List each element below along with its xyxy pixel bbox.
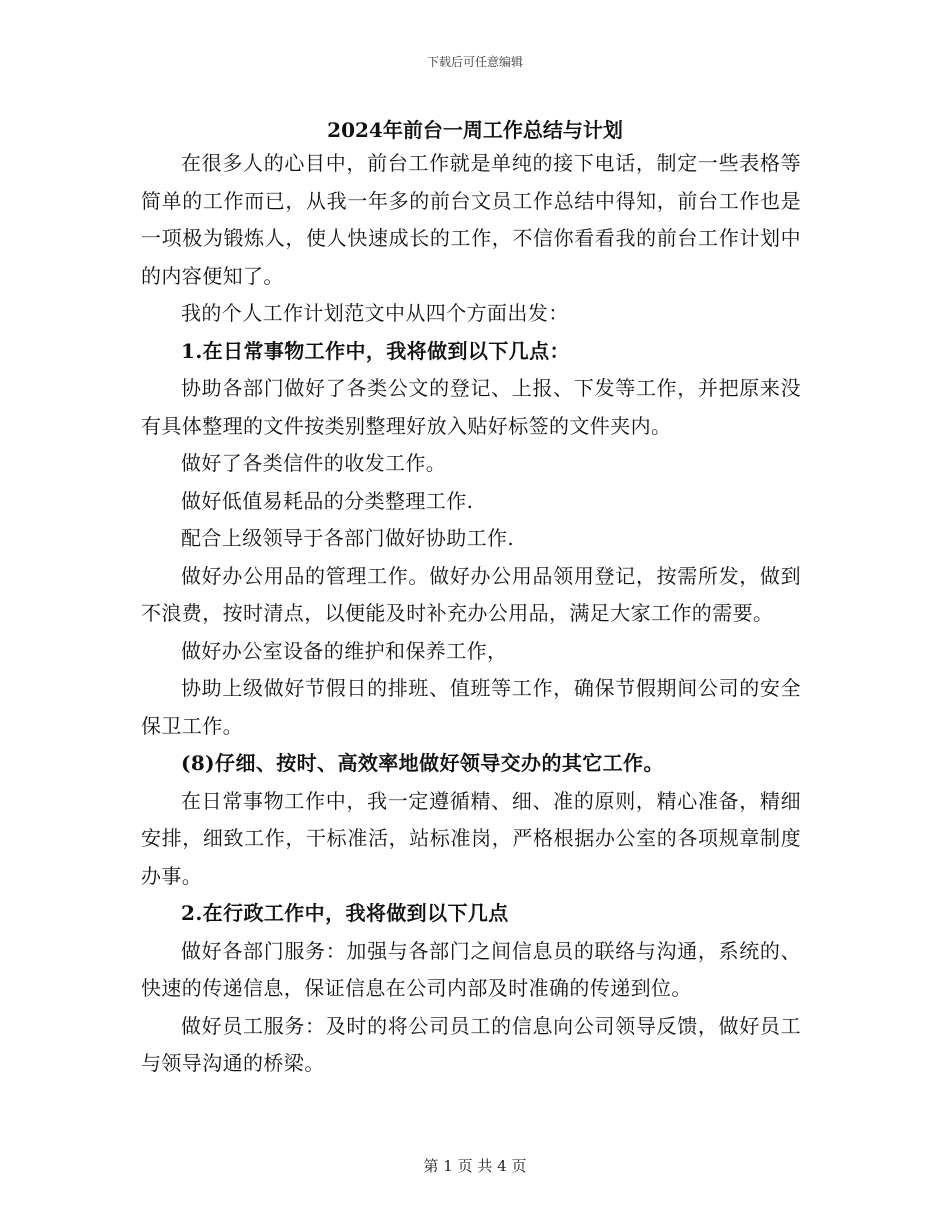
paragraph: 协助上级做好节假日的排班、值班等工作，确保节假期间公司的安全保卫工作。 — [141, 676, 801, 738]
section-heading-2: 2.在行政工作中，我将做到以下几点 — [181, 901, 509, 925]
document-title: 2024年前台一周工作总结与计划 — [327, 118, 623, 142]
paragraph: 在日常事物工作中，我一定遵循精、细、准的原则，精心准备，精细安排，细致工作，干标准活，站标准岗，严格根据办公室的各项规章制度办事。 — [141, 788, 801, 888]
paragraph: 做好办公室设备的维护和保养工作， — [181, 638, 508, 663]
bold-item-8: (8)仔细、按时、高效率地做好领导交办的其它工作。 — [181, 751, 664, 775]
page-header-note: 下载后可任意编辑 — [426, 55, 523, 69]
document-body — [141, 145, 801, 1083]
overview-paragraph: 我的个人工作计划范文中从四个方面出发： — [181, 301, 569, 325]
paragraph: 协助各部门做好了各类公文的登记、上报、下发等工作，并把原来没有具体整理的文件按类别整理好放入贴好标签的文件夹内。 — [141, 376, 801, 438]
intro-paragraph: 在很多人的心目中，前台工作就是单纯的接下电话，制定一些表格等简单的工作而已，从我一年多的前台文员工作总结中得知，前台工作也是一项极为锻炼人，使人快速成长的工作，不信你看看我的前台工作计划中的内容便知了。 — [141, 151, 801, 288]
paragraph: 做好员工服务：及时的将公司员工的信息向公司领导反馈，做好员工与领导沟通的桥梁。 — [141, 1013, 801, 1075]
paragraph: 做好办公用品的管理工作。做好办公用品领用登记，按需所发，做到不浪费，按时清点，以便能及时补充办公用品，满足大家工作的需要。 — [141, 563, 801, 625]
section-heading-1: 1.在日常事物工作中，我将做到以下几点： — [181, 338, 570, 363]
paragraph: 做好各部门服务：加强与各部门之间信息员的联络与沟通，系统的、快速的传递信息，保证信息在公司内部及时准确的传递到位。 — [141, 938, 801, 1000]
paragraph: 做好低值易耗品的分类整理工作. — [181, 488, 474, 513]
paragraph: 做好了各类信件的收发工作。 — [181, 451, 447, 475]
paragraph: 配合上级领导于各部门做好协助工作. — [181, 526, 515, 550]
page-number: 第 1 页 共 4 页 — [423, 1157, 527, 1175]
